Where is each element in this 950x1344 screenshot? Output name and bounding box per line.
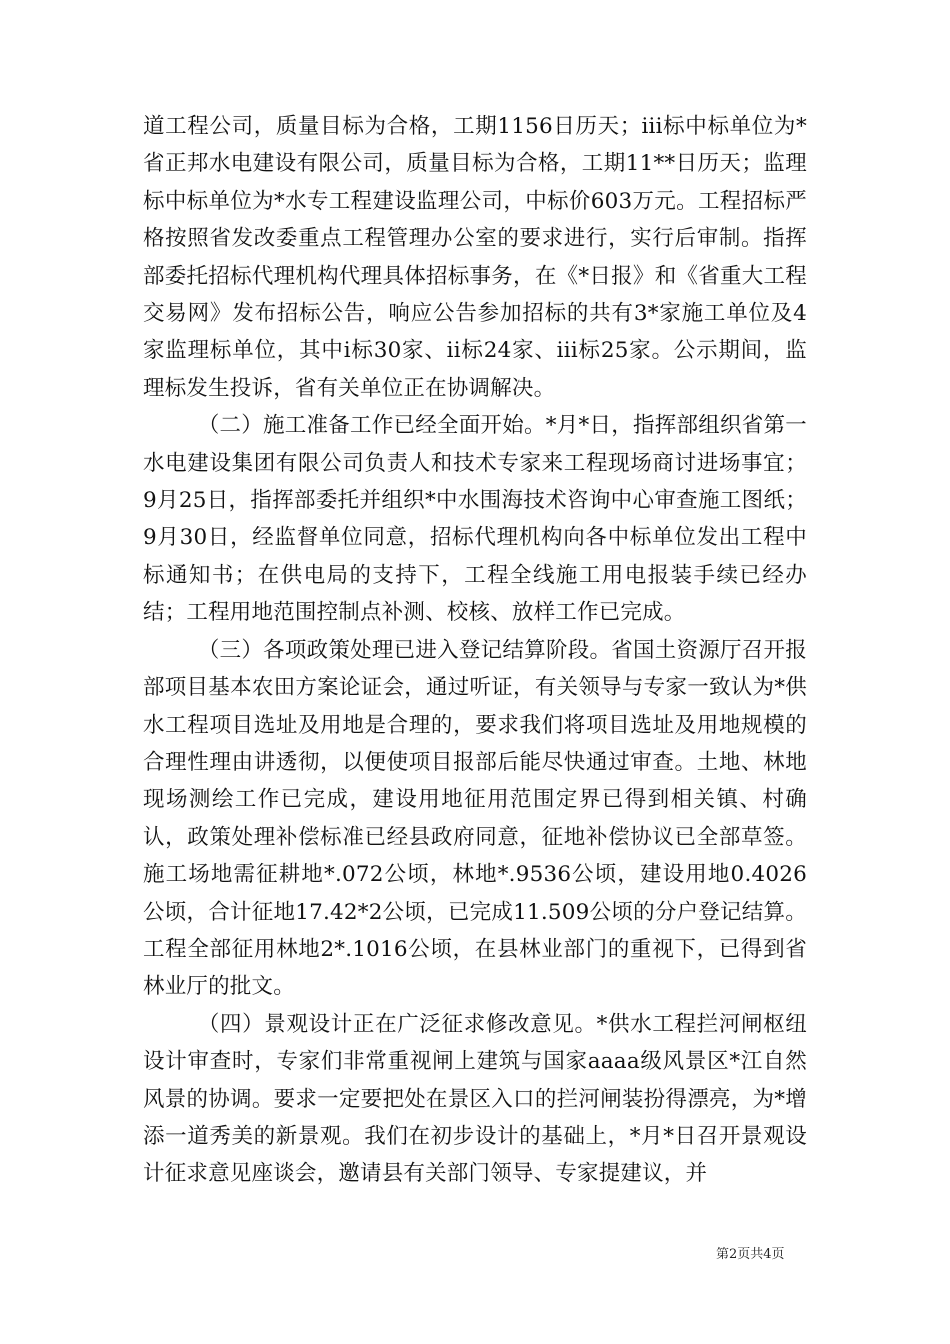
page-number: 第2页共4页 (716, 1247, 785, 1262)
paragraph-continuation: 道工程公司，质量目标为合格，工期1156日历天；iii标中标单位为*省正邦水电建设有限公司，质量目标为合格，工期11**日历天；监理标中标单位为*水专工程建设监理公司，中标价603万元。工程招标严格按照省发改委重点工程管理办公室的要求进行，实行后审制。指挥部委托招标代理机构代理具体招标事务，在《*日报》和《省重大工程交易网》发布招标公告，响应公告参加招标的共有3*家施工单位及4家监理标单位，其中i标30家、ii标24家、iii标25家。公示期间，监理标发生投诉，省有关单位正在协调解决。 (143, 114, 807, 401)
paragraph-construction-preparation: （二）施工准备工作已经全面开始。*月*日，指挥部组织省第一水电建设集团有限公司负责人和技术专家来工程现场商讨进场事宜；9月25日，指挥部委托并组织*中水围海技术咨询中心审查施工图纸；9月30日，经监督单位同意，招标代理机构向各中标单位发出工程中标通知书；在供电局的支持下，工程全线施工用电报装手续已经办结；工程用地范围控制点补测、校核、放样工作已完成。 (143, 413, 807, 626)
paragraph-policy-settlement: （三）各项政策处理已进入登记结算阶段。省国土资源厅召开报部项目基本农田方案论证会，通过听证，有关领导与专家一致认为*供水工程项目选址及用地是合理的，要求我们将项目选址及用地规模的合理性理由讲透彻，以便使项目报部后能尽快通过审查。土地、林地现场测绘工作已完成，建设用地征用范围定界已得到相关镇、村确认，政策处理补偿标准已经县政府同意，征地补偿协议已全部草签。施工场地需征耕地*.072公顷，林地*.9536公顷，建设用地0.4026公顷，合计征地17.42*2公顷，已完成11.509公顷的分户登记结算。工程全部征用林地2*.1016公顷，在县林业部门的重视下，已得到省林业厅的批文。 (143, 637, 807, 1000)
body-text (143, 108, 807, 1193)
paragraph-landscape-design: （四）景观设计正在广泛征求修改意见。*供水工程拦河闸枢纽设计审查时，专家们非常重视闸上建筑与国家aaaa级风景区*江自然风景的协调。要求一定要把处在景区入口的拦河闸装扮得漂亮，为*增添一道秀美的新景观。我们在初步设计的基础上，*月*日召开景观设计征求意见座谈会，邀请县有关部门领导、专家提建议，并 (143, 1011, 807, 1187)
